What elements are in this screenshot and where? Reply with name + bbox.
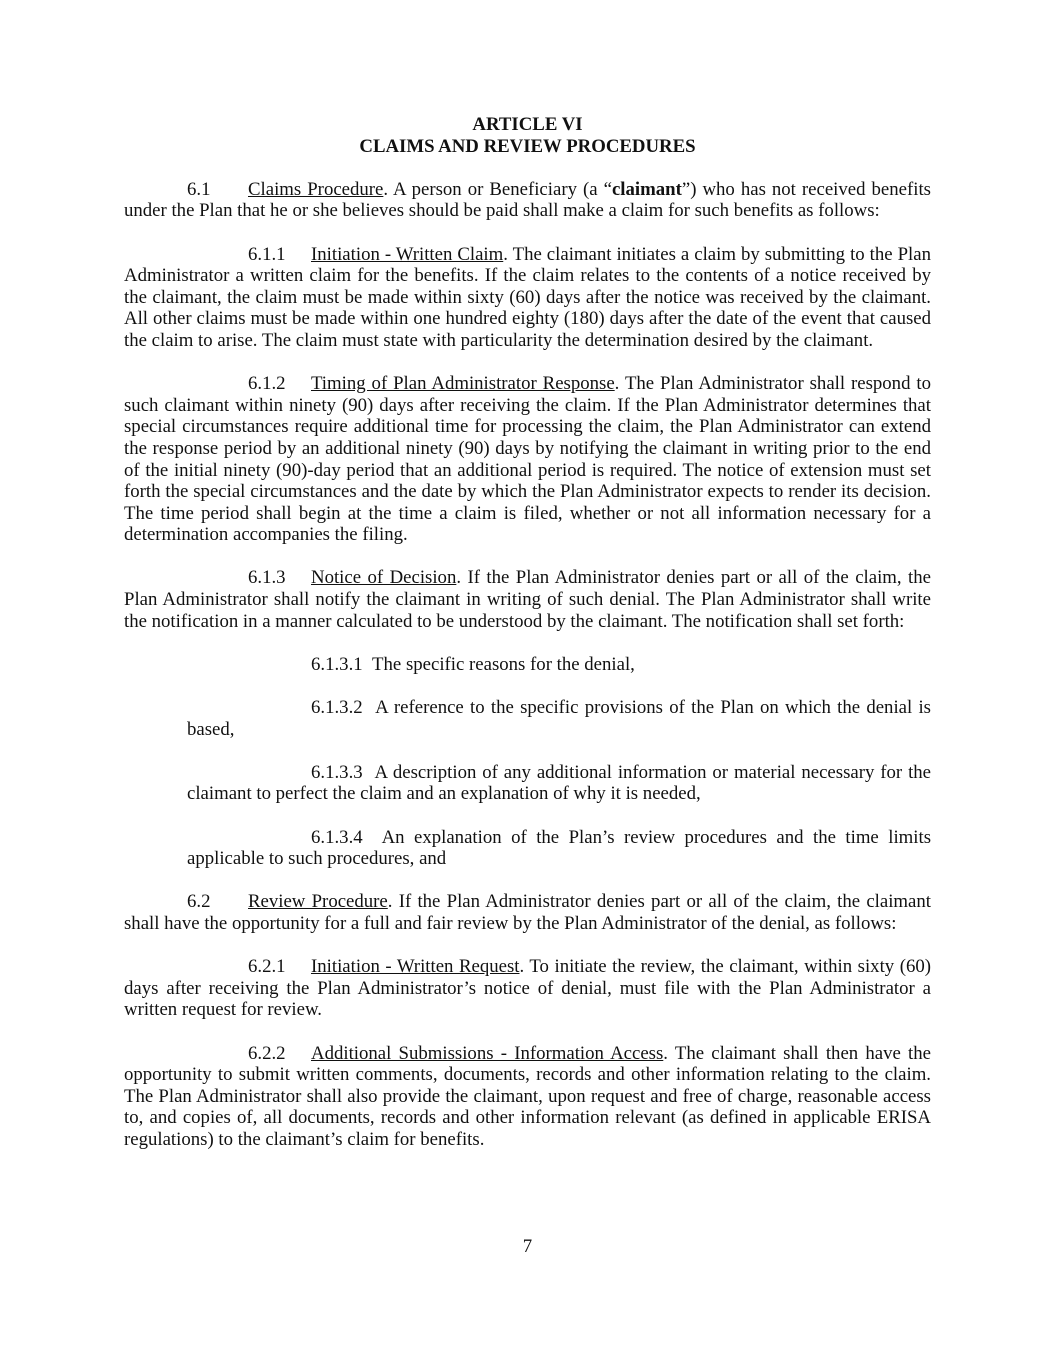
list-item [187,827,931,870]
item-text: The specific reasons for the denial, [372,653,635,675]
article-title: CLAIMS AND REVIEW PROCEDURES [359,135,696,157]
page-number: 7 [522,1236,533,1257]
item-number: 6.1.3.2 [311,697,363,719]
section-number: 6.2 [187,891,211,913]
section-heading: Notice of Decision [311,567,457,589]
document-page [124,114,931,1172]
section-6-1-1 [124,244,931,352]
section-heading: Additional Submissions - Information Access [311,1042,664,1064]
section-heading: Timing of Plan Administrator Response [311,373,615,395]
defined-term: claimant [611,178,682,200]
section-6-2-2 [124,1043,931,1151]
section-heading: Initiation - Written Claim [311,243,504,265]
section-heading: Initiation - Written Request [311,956,520,978]
section-6-2-1 [124,956,931,1021]
section-text: . If the Plan Administrator denies part or all of the claim, the claimant shall have the opportunity for a full and fair review by the Plan Administrator of the denial, as follows: [124,891,931,934]
list-item [187,697,931,740]
section-text: . The Plan Administrator shall respond to such claimant within ninety (90) days after receiving the claim. If the Plan Administrator determines that special circumstances require additional time for processing the claim, the Plan Administrator can extend the response period by an additional ninety (90) days by notifying the claimant in writing prior to the end of the initial ninety (90)-day period that an additional period is required. The notice of extension must set forth the special circumstances and the date by which the Plan Administrator expects to render its decision. The time period shall begin at the time a claim is filed, whether or not all information necessary for a determination accompanies the filing. [124,373,931,546]
list-item [187,654,931,676]
item-text: An explanation of the Plan’s review procedures and the time limits applicable to such procedures, and [187,826,932,870]
section-number: 6.1.2 [248,373,286,395]
item-text: A description of any additional information or material necessary for the claimant to perfect the claim and an explanation of why it is needed, [187,761,932,805]
section-6-1-3 [124,567,931,632]
section-6-2 [124,891,931,934]
item-number: 6.1.3.1 [311,653,363,675]
item-text: A reference to the specific provisions of the Plan on which the denial is based, [187,697,931,740]
section-number: 6.1.1 [248,243,286,265]
section-text: ”) who has not received benefits under the Plan that he or she believes should be paid shall make a claim for such benefits as follows: [124,178,931,222]
section-number: 6.2.1 [248,956,286,978]
section-text: . A person or Beneficiary (a “ [383,178,612,200]
section-6-1-2 [124,373,931,546]
section-heading: Claims Procedure [248,178,384,200]
section-number: 6.1 [187,178,211,200]
article-number: ARTICLE VI [472,114,583,135]
list-item [187,762,931,805]
section-6-1 [124,179,931,222]
item-number: 6.1.3.4 [311,826,363,848]
section-text: . The claimant initiates a claim by submitting to the Plan Administrator a written claim for the benefits. If the claim relates to the contents of a notice received by the claimant, the claim must be made within sixty (60) days after the notice was received by the claimant. All other claims must be made within one hundred eighty (180) days after the date of the event that caused the claim to arise. The claim must state with particularity the determination desired by the claimant. [124,243,931,351]
section-text: . The claimant shall then have the opportunity to submit written comments, documents, records and other information relating to the claim. The Plan Administrator shall also provide the claimant, upon request and free of charge, reasonable access to, and copies of, all documents, records and other information relevant (as defined in applicable ERISA regulations) to the claimant’s claim for benefits. [124,1042,932,1150]
section-text: . If the Plan Administrator denies part or all of the claim, the Plan Administrator shall notify the claimant in writing of such denial. The Plan Administrator shall write the notification in a manner calculated to be understood by the claimant. The notification shall set forth: [124,567,931,632]
section-heading: Review Procedure [248,891,388,913]
section-number: 6.2.2 [248,1042,286,1064]
section-number: 6.1.3 [248,567,286,589]
item-number: 6.1.3.3 [311,761,363,783]
section-text: . To initiate the review, the claimant, within sixty (60) days after receiving the Plan Administrator’s notice of denial, must file with the Plan Administrator a written request for review. [124,956,931,1021]
